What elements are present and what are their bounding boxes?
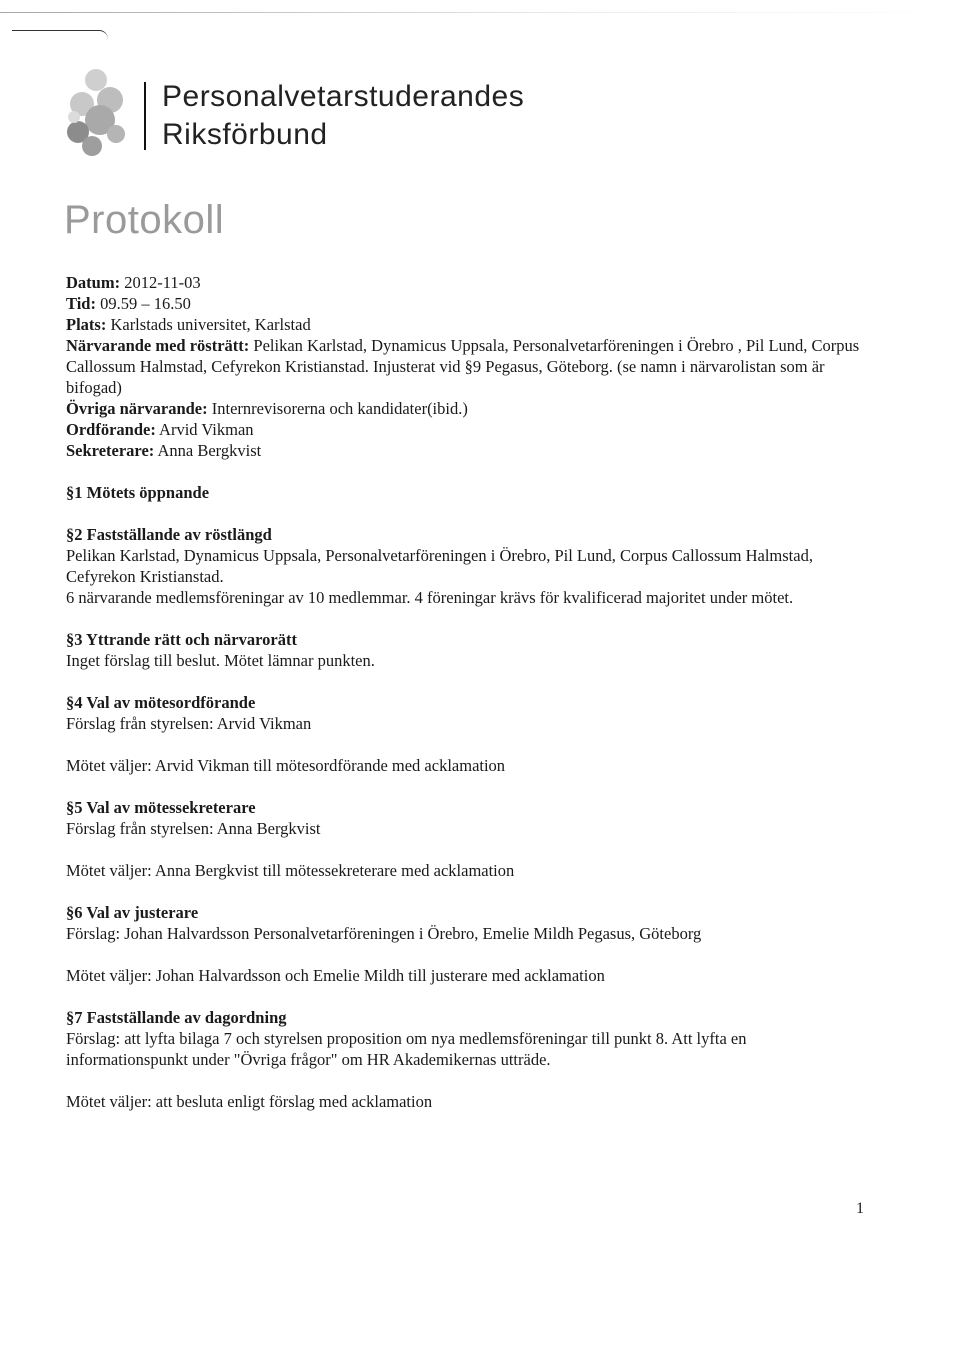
meta-place-value: Karlstads universitet, Karlstad bbox=[110, 315, 311, 334]
spacer bbox=[66, 1070, 866, 1091]
meta-chair-value: Arvid Vikman bbox=[159, 420, 254, 439]
section-2-heading: §2 Fastställande av röstlängd bbox=[66, 525, 272, 544]
meta-secretary-label: Sekreterare: bbox=[66, 441, 155, 460]
section-5-heading: §5 Val av mötessekreterare bbox=[66, 798, 256, 817]
section-3 bbox=[66, 629, 866, 671]
section-2-text-2: 6 närvarande medlemsföreningar av 10 medlemmar. 4 föreningar krävs för kvalificerad majoritet under mötet. bbox=[66, 588, 794, 607]
section-1 bbox=[66, 482, 866, 503]
section-4-heading: §4 Val av mötesordförande bbox=[66, 693, 256, 712]
section-7-text-2: Mötet väljer: att besluta enligt förslag med acklamation bbox=[66, 1092, 433, 1111]
section-6-text-1: Förslag: Johan Halvardsson Personalvetarföreningen i Örebro, Emelie Mildh Pegasus, Göteborg bbox=[66, 924, 702, 943]
protocol-body bbox=[66, 272, 866, 1112]
meta-voting-present bbox=[66, 335, 866, 398]
section-6-heading: §6 Val av justerare bbox=[66, 903, 199, 922]
section-4-text-1: Förslag från styrelsen: Arvid Vikman bbox=[66, 714, 312, 733]
meta-other-present-label: Övriga närvarande: bbox=[66, 399, 208, 418]
section-2-text-1: Pelikan Karlstad, Dynamicus Uppsala, Personalvetarföreningen i Örebro, Pil Lund, Corpus Callossum Halmstad, Cefyrekon Kristianstad. bbox=[66, 546, 813, 586]
section-7-heading: §7 Fastställande av dagordning bbox=[66, 1008, 287, 1027]
meta-date-label: Datum: bbox=[66, 273, 121, 292]
logo-divider bbox=[144, 82, 146, 150]
corner-pen-mark bbox=[12, 30, 108, 39]
organization-logo bbox=[56, 62, 136, 162]
page-number: 1 bbox=[856, 1200, 864, 1217]
spacer bbox=[66, 839, 866, 860]
section-5-text-1: Förslag från styrelsen: Anna Bergkvist bbox=[66, 819, 321, 838]
meta-other-present bbox=[66, 398, 866, 419]
meta-time-value: 09.59 – 16.50 bbox=[100, 294, 191, 313]
document-title: Protokoll bbox=[64, 198, 225, 242]
meta-place bbox=[66, 314, 866, 335]
meta-other-present-value: Internrevisorerna och kandidater(ibid.) bbox=[211, 399, 468, 418]
section-3-text-1: Inget förslag till beslut. Mötet lämnar punkten. bbox=[66, 651, 375, 670]
meta-chair bbox=[66, 419, 866, 440]
section-6-text-2: Mötet väljer: Johan Halvardsson och Emelie Mildh till justerare med acklamation bbox=[66, 966, 605, 985]
section-2 bbox=[66, 524, 866, 608]
meta-voting-present-value: Pelikan Karlstad, Dynamicus Uppsala, Personalvetarföreningen i Örebro , Pil Lund, Corpus Callossum Halmstad, Cefyrekon Kristianstad. Injusterat vid §9 Pegasus, Göteborg. (se namn i närvarolistan som är bifogad) bbox=[66, 336, 860, 397]
organization-name-line-1: Personalvetarstuderandes bbox=[162, 80, 525, 113]
section-4 bbox=[66, 692, 866, 776]
section-5 bbox=[66, 797, 866, 881]
meta-time bbox=[66, 293, 866, 314]
section-7 bbox=[66, 1007, 866, 1112]
section-7-text-1: Förslag: att lyfta bilaga 7 och styrelsen proposition om nya medlemsföreningar till punkt 8. Att lyfta en informationspunkt under "Övriga frågor" om HR Akademikernas utträde. bbox=[66, 1029, 747, 1069]
organization-name bbox=[162, 78, 524, 154]
spacer bbox=[66, 944, 866, 965]
meta-voting-present-label: Närvarande med rösträtt: bbox=[66, 336, 250, 355]
section-4-text-2: Mötet väljer: Arvid Vikman till mötesordförande med acklamation bbox=[66, 756, 506, 775]
meta-date bbox=[66, 272, 866, 293]
section-5-text-2: Mötet väljer: Anna Bergkvist till mötessekreterare med acklamation bbox=[66, 861, 515, 880]
section-1-heading: §1 Mötets öppnande bbox=[66, 483, 210, 502]
meta-date-value: 2012-11-03 bbox=[124, 273, 201, 292]
spacer bbox=[66, 734, 866, 755]
meta-time-label: Tid: bbox=[66, 294, 96, 313]
section-3-heading: §3 Yttrande rätt och närvarorätt bbox=[66, 630, 297, 649]
organization-name-line-2: Riksförbund bbox=[162, 118, 328, 151]
meta-secretary bbox=[66, 440, 866, 461]
meta-secretary-value: Anna Bergkvist bbox=[157, 441, 262, 460]
meta-place-label: Plats: bbox=[66, 315, 107, 334]
section-6 bbox=[66, 902, 866, 986]
scan-edge-line bbox=[0, 12, 960, 13]
meta-chair-label: Ordförande: bbox=[66, 420, 156, 439]
